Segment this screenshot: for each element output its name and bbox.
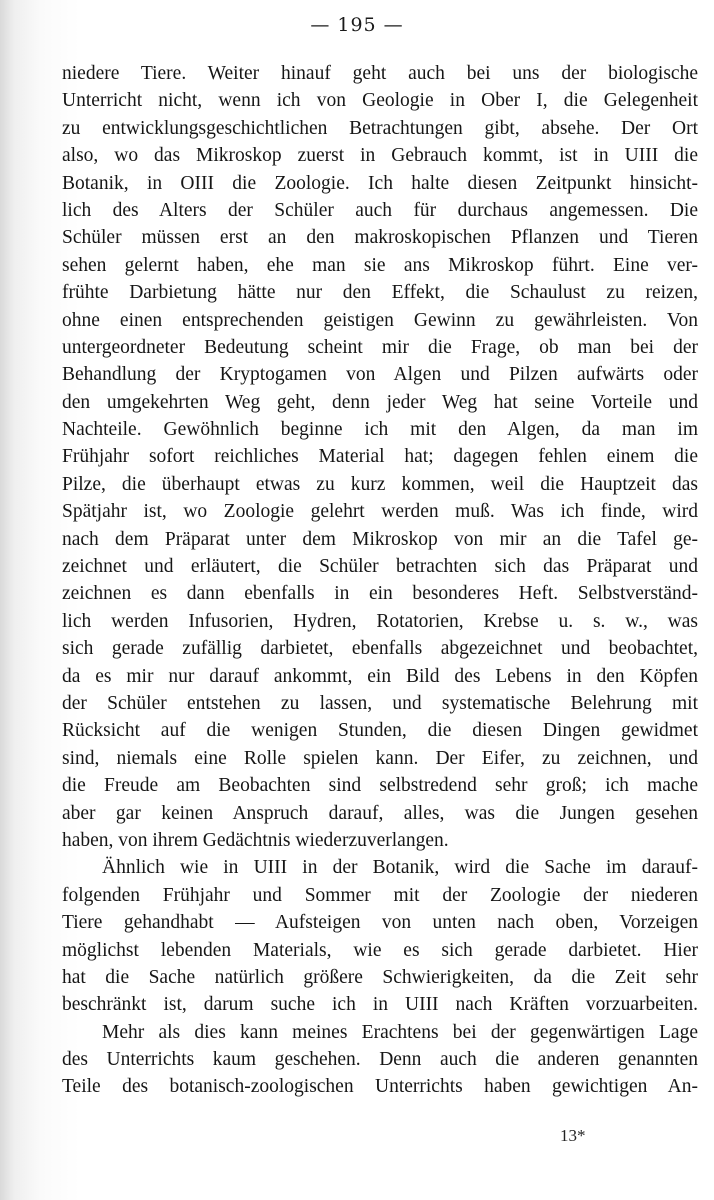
text-line: beschränkt ist, darum suche ich in UIII nach Kräften vorzuarbeiten.: [62, 994, 698, 1016]
body-text: [62, 60, 698, 1101]
text-line: Nachteile. Gewöhnlich beginne ich mit den Algen, da man im: [62, 419, 698, 441]
text-line: der Schüler entstehen zu lassen, und systematische Belehrung mit: [62, 692, 698, 714]
text-line: da es mir nur darauf ankommt, ein Bild des Lebens in den Köpfen: [62, 665, 698, 687]
text-line: Teile des botanisch-zoologischen Unterrichts haben gewichtigen An-: [62, 1076, 698, 1098]
text-line: lich werden Infusorien, Hydren, Rotatorien, Krebse u. s. w., was: [62, 610, 698, 632]
text-line: also, wo das Mikroskop zuerst in Gebrauch kommt, ist in UIII die: [62, 145, 698, 167]
text-line: Mehr als dies kann meines Erachtens bei der gegenwärtigen Lage: [102, 1021, 698, 1043]
text-line: untergeordneter Bedeutung scheint mir die Frage, ob man bei der: [62, 336, 698, 358]
text-line: Tiere gehandhabt — Aufsteigen von unten nach oben, Vorzeigen: [62, 912, 698, 934]
text-line: sind, niemals eine Rolle spielen kann. Der Eifer, zu zeichnen, und: [62, 747, 698, 769]
text-line: frühte Darbietung hätte nur den Effekt, die Schaulust zu reizen,: [62, 282, 698, 304]
text-line: sich gerade zufällig darbietet, ebenfalls abgezeichnet und beobachtet,: [62, 638, 698, 660]
text-line: zeichnen es dann ebenfalls in ein besonderes Heft. Selbstverständ-: [62, 583, 698, 605]
text-line: des Unterrichts kaum geschehen. Denn auch die anderen genannten: [62, 1049, 698, 1071]
text-line: Schüler müssen erst an den makroskopischen Pflanzen und Tieren: [62, 227, 698, 249]
text-line: lich des Alters der Schüler auch für durchaus angemessen. Die: [62, 199, 698, 221]
text-line: Frühjahr sofort reichliches Material hat; dagegen fehlen einem die: [62, 446, 698, 468]
text-line: niedere Tiere. Weiter hinauf geht auch bei uns der biologische: [62, 63, 698, 84]
signature-mark: 13*: [560, 1126, 586, 1145]
text-line: hat die Sache natürlich größere Schwierigkeiten, da die Zeit sehr: [62, 966, 698, 988]
page-number: — 195 —: [310, 14, 404, 36]
text-line: Behandlung der Kryptogamen von Algen und Pilzen aufwärts oder: [62, 364, 698, 386]
text-line: Spätjahr ist, wo Zoologie gelehrt werden muß. Was ich finde, wird: [62, 501, 698, 523]
text-line: zeichnet und erläutert, die Schüler betrachten sich das Präparat und: [62, 556, 698, 578]
text-line: aber gar keinen Anspruch darauf, alles, was die Jungen gesehen: [62, 802, 698, 824]
text-line: Pilze, die überhaupt etwas zu kurz kommen, weil die Hauptzeit das: [62, 473, 698, 495]
text-line: nach dem Präparat unter dem Mikroskop von mir an die Tafel ge-: [62, 528, 698, 550]
text-line: Unterricht nicht, wenn ich von Geologie in Ober I, die Gelegenheit: [62, 90, 698, 112]
text-line: folgenden Frühjahr und Sommer mit der Zoologie der niederen: [62, 884, 698, 906]
text-line: möglichst lebenden Materials, wie es sich gerade darbietet. Hier: [62, 939, 698, 961]
text-line: den umgekehrten Weg geht, denn jeder Weg hat seine Vorteile und: [62, 391, 698, 413]
text-line: haben, von ihrem Gedächtnis wiederzuverlangen.: [62, 829, 449, 851]
text-line: ohne einen entsprechenden geistigen Gewinn zu gewährleisten. Von: [62, 309, 698, 331]
text-line: Ähnlich wie in UIII in der Botanik, wird die Sache im darauf-: [102, 857, 698, 879]
text-line: Rücksicht auf die wenigen Stunden, die diesen Dingen gewidmet: [62, 720, 698, 742]
text-line: sehen gelernt haben, ehe man sie ans Mikroskop führt. Eine ver-: [62, 254, 698, 276]
text-line: zu entwicklungsgeschichtlichen Betrachtungen gibt, absehe. Der Ort: [62, 117, 698, 139]
text-line: Botanik, in OIII die Zoologie. Ich halte diesen Zeitpunkt hinsicht-: [62, 172, 698, 194]
text-line: die Freude am Beobachten sind selbstredend sehr groß; ich mache: [62, 775, 698, 797]
